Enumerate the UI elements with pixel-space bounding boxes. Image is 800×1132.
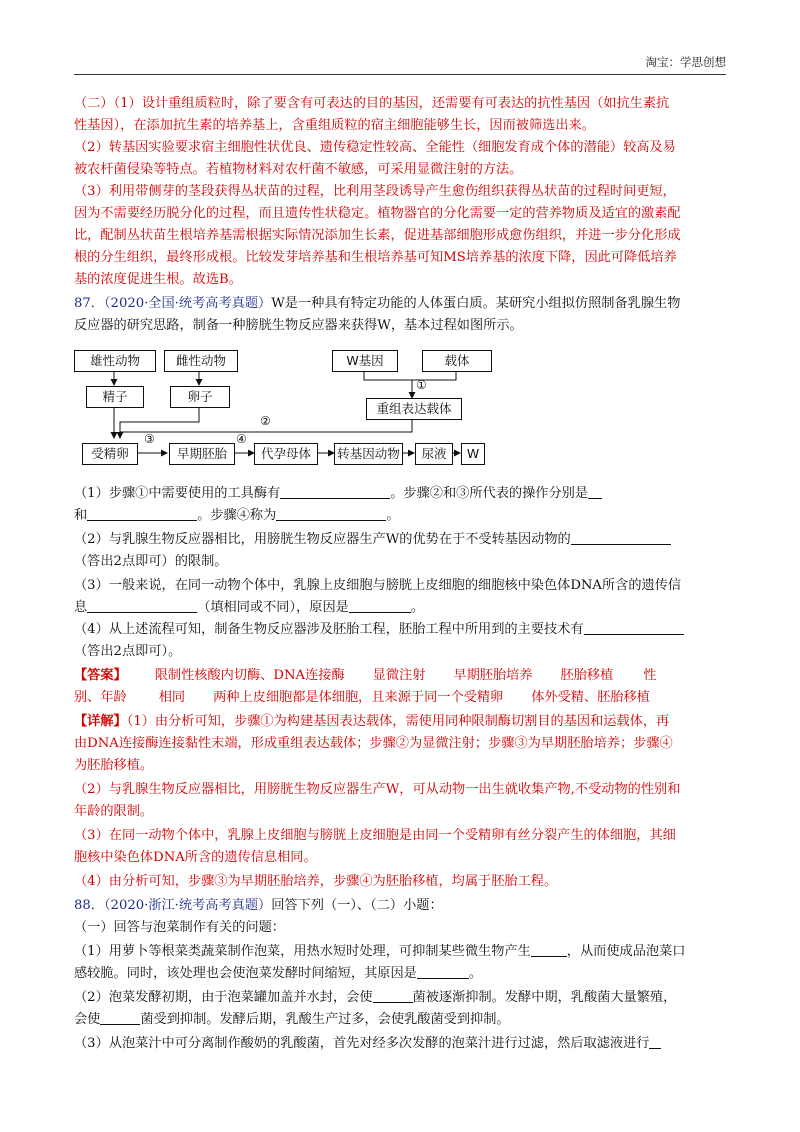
- answer-blank[interactable]: [584, 620, 684, 635]
- q87-sub1-cont: [74, 506, 730, 526]
- sperm-box: 精子: [86, 386, 144, 408]
- transgenic-animal-box: 转基因动物: [334, 443, 403, 465]
- q87-sub4: [74, 620, 730, 640]
- q87-answer: [74, 666, 730, 686]
- step-3-label: ③: [144, 432, 155, 446]
- recombinant-vector-box: 重组表达载体: [366, 398, 462, 420]
- text: （1）步骤①中需要使用的工具酶有: [74, 486, 281, 501]
- answer-line: 基的浓度促进生根。故选B。: [74, 272, 242, 287]
- answer-line: （2）转基因实验要求宿主细胞性状优良、遗传稳定性较高、全能性（细胞发育成个体的潜能）较高及易: [74, 140, 676, 155]
- q88-part1: （一）回答与泡菜制作有关的问题：: [74, 920, 285, 935]
- answer-item: 限制性核酸内切酶、DNA连接酶: [154, 668, 345, 683]
- q87-sub2-cont: （答出2点即可）的限制。: [74, 554, 228, 569]
- text: 感较脆。同时，该处理也会使泡菜发酵时间缩短，其原因是: [74, 966, 417, 981]
- w-gene-box: W基因: [332, 350, 398, 372]
- answer-line: 被农杆菌侵染等特点。若植物材料对农杆菌不敏感，可采用显微注射的方法。: [74, 162, 523, 177]
- q87-sub2: [74, 530, 730, 550]
- step-1-label: ①: [416, 378, 427, 392]
- question-number: 87．: [74, 296, 104, 311]
- vector-box: 载体: [422, 350, 492, 372]
- q87-answer-cont: [74, 688, 730, 708]
- female-animal-box: 雌性动物: [164, 350, 238, 372]
- surrogate-box: 代孕母体: [254, 443, 318, 465]
- text: （2）与乳腺生物反应器相比，用膀胱生物反应器生产W的优势在于不受转基因动物的: [74, 532, 571, 547]
- text: ，从而使成品泡菜口: [566, 944, 686, 959]
- step-2-label: ②: [260, 414, 271, 428]
- text: （3）从泡菜汁中可分离制作酸奶的乳酸菌，首先对经多次发酵的泡菜汁进行过滤，然后取滤液进行: [74, 1036, 650, 1051]
- text: 息: [74, 600, 88, 615]
- male-animal-box: 雄性动物: [74, 350, 156, 372]
- answer-blank[interactable]: [531, 942, 567, 957]
- step-4-label: ④: [236, 432, 247, 446]
- text: 菌受到抑制。发酵后期，乳酸生产过多，会使乳酸菌受到抑制。: [140, 1012, 510, 1027]
- early-embryo-box: 早期胚胎: [169, 443, 235, 465]
- urine-box: 尿液: [415, 443, 453, 465]
- w-product-box: W: [461, 443, 485, 465]
- answer-blank[interactable]: [276, 506, 386, 521]
- answer-item: 别、年龄: [74, 690, 127, 705]
- text: 。: [468, 966, 483, 981]
- answer-line: 比，配制丛状苗生根培养基需根据实际情况添加生长素，促进基部细胞形成愈伤组织，并进一步分化形成: [74, 228, 681, 243]
- answer-blank[interactable]: [588, 484, 602, 499]
- zygote-box: 受精卵: [82, 443, 138, 465]
- answer-blank[interactable]: [373, 988, 413, 1003]
- q87-sub3-cont: [74, 598, 730, 618]
- q87-sub3: （3）一般来说，在同一动物个体中，乳腺上皮细胞与膀胱上皮细胞的细胞核中染色体DNA所含的遗传信: [74, 578, 682, 593]
- text: （4）从上述流程可知，制备生物反应器涉及胚胎工程，胚胎工程中所用到的主要技术有: [74, 622, 584, 637]
- text: 。步骤②和③所代表的操作分别是: [390, 486, 589, 501]
- answer-blank[interactable]: [649, 1034, 661, 1049]
- detail-line: （2）与乳腺生物反应器相比，用膀胱生物反应器生产W，可从动物一出生就收集产物,不受动物的性别和: [74, 782, 681, 797]
- answer-item: 胚胎移植: [560, 668, 614, 683]
- answer-blank[interactable]: [100, 1010, 140, 1025]
- text: 。: [410, 600, 425, 615]
- answer-blank[interactable]: [571, 530, 671, 545]
- egg-box: 卵子: [170, 386, 230, 408]
- answer-line: 因为不需要经历脱分化的过程，而且遗传性状稳定。植物器官的分化需要一定的营养物质及适宜的激素配: [74, 206, 681, 221]
- answer-item: 两种上皮细胞都是体细胞，且来源于同一个受精卵: [213, 690, 504, 705]
- question-88-stem: [74, 896, 730, 916]
- answer-blank[interactable]: [87, 598, 197, 613]
- answer-line: （二）（1）设计重组质粒时，除了要含有可表达的目的基因，还需要有可表达的抗性基因（如抗生素抗: [74, 96, 670, 111]
- page-header: 淘宝：学思创想: [645, 55, 726, 69]
- detail-line: 年龄的限制。: [74, 804, 154, 819]
- text: （填相同或不同），原因是: [197, 600, 349, 615]
- answer-line: 性基因），在添加抗生素的培养基上，含重组质粒的宿主细胞能够生长，因而被筛选出来。: [74, 118, 595, 133]
- question-number: 88．: [74, 898, 104, 913]
- answer-item: 性: [643, 668, 657, 683]
- detail-line: 为胚胎移植。: [74, 758, 154, 773]
- q87-detail: [74, 712, 730, 732]
- detail-line: 由DNA连接酶连接黏性末端，形成重组表达载体；步骤②为显微注射；步骤③为早期胚胎培养；步骤④: [74, 736, 673, 751]
- answer-blank[interactable]: [280, 484, 390, 499]
- answer-item: 体外受精、胚胎移植: [531, 690, 650, 705]
- text: 菌被逐渐抑制。发酵中期，乳酸菌大量繁殖，: [412, 990, 677, 1005]
- answer-line: 根的分生组织，最终形成根。比较发芽培养基和生根培养基可知MS培养基的浓度下降，因此可降低培养: [74, 250, 677, 265]
- text: 会使: [74, 1012, 101, 1027]
- question-source: （2020·全国·统考高考真题）: [103, 296, 272, 311]
- text: （2）泡菜发酵初期，由于泡菜罐加盖并水封，会使: [74, 990, 373, 1005]
- answer-line: （3）利用带侧芽的茎段获得丛状苗的过程，比利用茎段诱导产生愈伤组织获得丛状苗的过程时间更短，: [74, 184, 676, 199]
- q87-sub4-cont: （答出2点即可）。: [74, 644, 182, 659]
- answer-item: 显微注射: [372, 668, 426, 683]
- header-rule: [74, 74, 726, 75]
- text: 。: [386, 508, 400, 523]
- detail-line: 胞核中染色体DNA所含的遗传信息相同。: [74, 850, 317, 865]
- detail-text: （1）由分析可知，步骤①为构建基因表达载体，需使用同种限制酶切割目的基因和运载体，再: [126, 714, 670, 729]
- question-87-stem: [74, 294, 730, 314]
- answer-blank[interactable]: [349, 598, 411, 613]
- detail-line: （3）在同一动物个体中，乳腺上皮细胞与膀胱上皮细胞是由同一个受精卵有丝分裂产生的体细胞，其细: [74, 828, 676, 843]
- text: 和: [74, 508, 88, 523]
- stem-text: W是一种具有特定功能的人体蛋白质。某研究小组拟仿照制备乳腺生物: [271, 296, 681, 311]
- stem-text: 回答下列（一）、（二）小题：: [271, 898, 443, 913]
- q88-sub1-cont: [74, 964, 730, 984]
- answer-item: 相同: [158, 690, 186, 705]
- answer-blank[interactable]: [87, 506, 197, 521]
- q88-sub3: [74, 1034, 730, 1054]
- answer-tag: 【答案】: [74, 668, 127, 683]
- process-diagram: [74, 340, 724, 470]
- detail-line: （4）由分析可知，步骤③为早期胚胎培养，步骤④为胚胎移植，均属于胚胎工程。: [74, 874, 558, 889]
- text: （1）用萝卜等根菜类蔬菜制作泡菜，用热水短时处理，可抑制某些微生物产生: [74, 944, 531, 959]
- question-87-stem-2: 反应器的研究思路，制备一种膀胱生物反应器来获得W，基本过程如图所示。: [74, 318, 523, 333]
- answer-item: 早期胚胎培养: [453, 668, 533, 683]
- detail-tag: 【详解】: [74, 714, 127, 729]
- answer-blank[interactable]: [417, 964, 469, 979]
- q88-sub1: [74, 942, 730, 962]
- text: 。步骤④称为: [197, 508, 277, 523]
- q87-sub1: [74, 484, 730, 504]
- q88-sub2: [74, 988, 730, 1008]
- q88-sub2-cont: [74, 1010, 730, 1030]
- question-source: （2020·浙江·统考高考真题）: [103, 898, 272, 913]
